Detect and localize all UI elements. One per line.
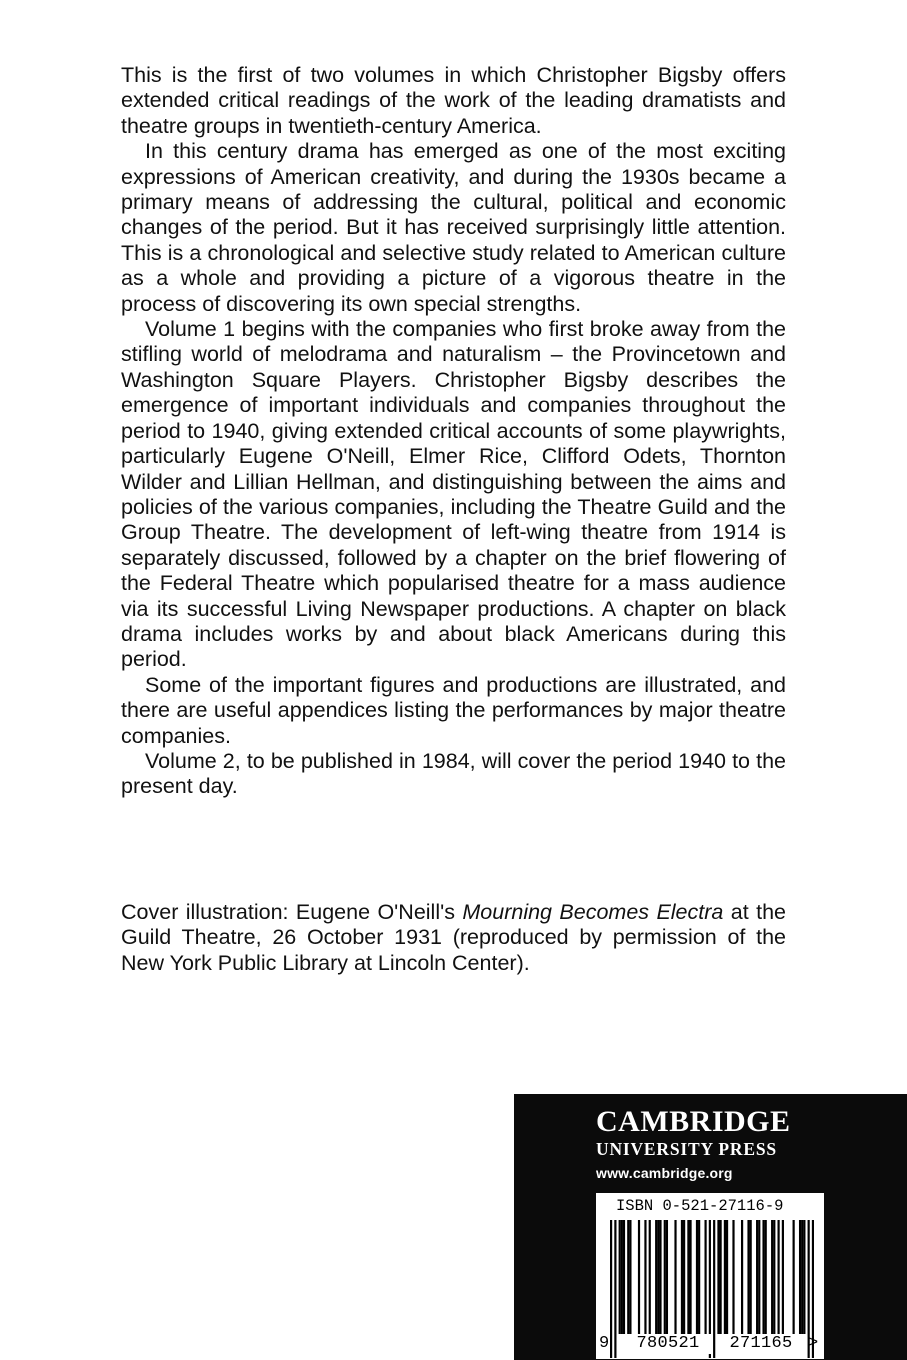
barcode-bar: [681, 1220, 683, 1334]
barcode-bar: [741, 1220, 743, 1334]
barcode-bar: [724, 1220, 726, 1334]
barcode-bar: [674, 1220, 676, 1334]
ean-first-digit: 9: [599, 1334, 610, 1353]
publisher-name: CAMBRIDGE: [596, 1105, 791, 1138]
barcode-bar: [732, 1220, 734, 1334]
barcode-bar: [801, 1220, 803, 1334]
barcode-bar: [638, 1220, 640, 1334]
blurb-text: [121, 63, 786, 800]
barcode-bar: [756, 1220, 758, 1334]
barcode-bar: [765, 1220, 767, 1334]
barcode-bar: [621, 1220, 623, 1334]
cover-illustration-credit: [121, 900, 786, 976]
credit-suffix: at the Guild Theatre, 26 October 1931 (reproduced by permission of the New York Public Library at Lincoln Center).: [121, 900, 786, 975]
barcode-bar: [758, 1220, 760, 1334]
publisher-subtitle: UNIVERSITY PRESS: [596, 1139, 777, 1159]
barcode-bar: [655, 1220, 657, 1334]
barcode-bar: [657, 1220, 659, 1334]
barcode-bar: [793, 1220, 795, 1334]
barcode-bar: [720, 1220, 722, 1334]
blurb-paragraph-4: Some of the important figures and productions are illustrated, and there are useful appendices listing the performances by major theatre companies.: [121, 672, 786, 748]
credit-prefix: Cover illustration: Eugene O'Neill's: [121, 900, 463, 924]
barcode-bar: [619, 1220, 621, 1334]
barcode-bar: [649, 1220, 651, 1334]
barcode-bar: [696, 1220, 698, 1334]
barcode-bar: [629, 1220, 631, 1334]
barcode-bar: [777, 1220, 779, 1334]
barcode-bar: [747, 1220, 749, 1334]
barcode-bar: [799, 1220, 801, 1334]
blurb-paragraph-1: This is the first of two volumes in which Christopher Bigsby offers extended critical readings of the work of the leading dramatists and theatre groups in twentieth-century America.: [121, 63, 786, 138]
publisher-url: www.cambridge.org: [596, 1165, 733, 1181]
blurb-paragraph-5: Volume 2, to be published in 1984, will cover the period 1940 to the present day.: [121, 748, 786, 799]
barcode-bar: [771, 1220, 773, 1334]
barcode-bar: [689, 1220, 691, 1334]
barcode-bar: [750, 1220, 752, 1334]
barcode-bar: [627, 1220, 629, 1334]
barcode-bar: [704, 1220, 706, 1334]
barcode-bar: [698, 1220, 700, 1334]
ean-left-digits: 780521: [624, 1334, 712, 1354]
barcode-bar: [666, 1220, 668, 1334]
credit-line: [121, 900, 786, 976]
barcode-bar: [664, 1220, 666, 1334]
barcode-bar: [614, 1220, 616, 1358]
barcode-bar: [687, 1220, 689, 1334]
barcode-bar: [644, 1220, 646, 1334]
barcode-bar: [713, 1220, 715, 1358]
barcode-bar: [683, 1220, 685, 1334]
barcode-bar: [773, 1220, 775, 1334]
barcode-bar: [803, 1220, 805, 1334]
isbn-number: ISBN 0-521-27116-9: [616, 1197, 784, 1215]
barcode-bar: [782, 1220, 784, 1334]
barcode-panel: [596, 1193, 824, 1359]
blurb-paragraph-3: Volume 1 begins with the companies who first broke away from the stifling world of melodrama and naturalism – the Provincetown and Washington Square Players. Christopher Bigsby describes the emergence of important individuals and companies throughout the period to 1940, giving extended critical accounts of some playwrights, particularly Eugene O'Neill, Elmer Rice, Clifford Odets, Thornton Wilder and Lillian Hellman, and distinguishing between the aims and policies of the various companies, including the Theatre Guild and the Group Theatre. The development of left-wing theatre from 1914 is separately discussed, followed by a chapter on the brief flowering of the Federal Theatre which popularised theatre for a mass audience via its successful Living Newspaper productions. A chapter on black drama includes works by and about black Americans during this period.: [121, 317, 786, 672]
ean-quiet-zone-mark: >: [808, 1334, 819, 1353]
barcode-bar: [610, 1220, 612, 1358]
blurb-paragraph-2: In this century drama has emerged as one of the most exciting expressions of American creativity, and during the 1930s became a primary means of addressing the cultural, political and economic changes of the period. But it has received surprisingly little attention. This is a chronological and selective study related to American culture as a whole and providing a picture of a vigorous theatre in the process of discovering its own special strengths.: [121, 139, 786, 316]
barcode-bar: [762, 1220, 764, 1334]
barcode-bar: [623, 1220, 625, 1334]
barcode-bar: [659, 1220, 661, 1334]
publisher-imprint-block: [514, 1094, 907, 1360]
ean-right-digits: 271165: [717, 1334, 805, 1354]
barcode-bar: [717, 1220, 719, 1334]
barcode-bar: [726, 1220, 728, 1334]
credit-play-title: Mourning Becomes Electra: [462, 900, 724, 924]
